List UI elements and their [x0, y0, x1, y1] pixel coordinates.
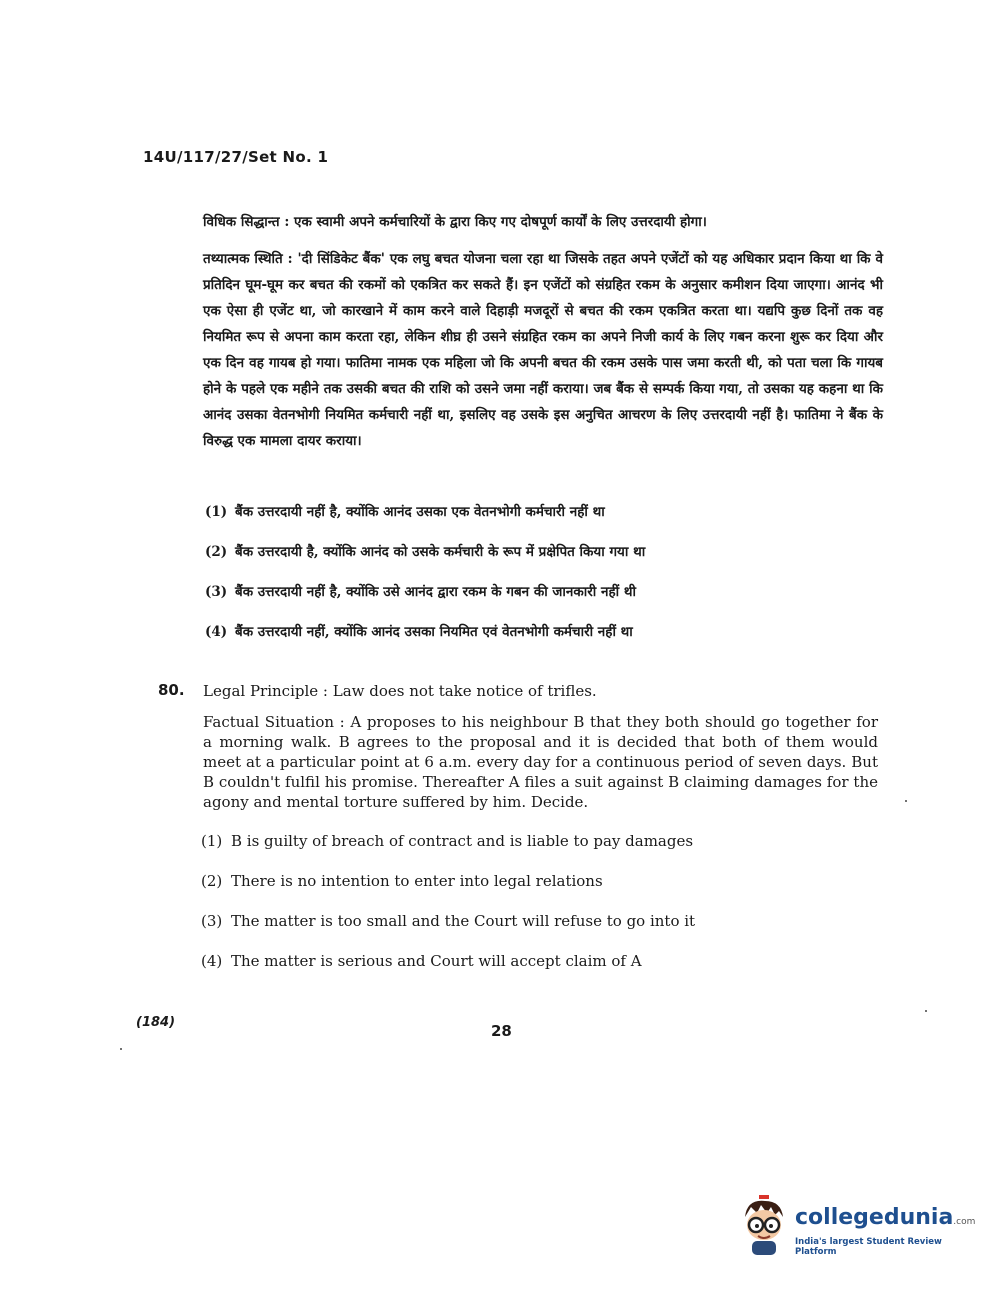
hindi-options-list	[205, 500, 845, 660]
hindi-option-2	[205, 540, 845, 580]
booklet-code: (184)	[136, 1015, 176, 1030]
option-number: (4)	[201, 952, 223, 970]
option-number: (1)	[205, 504, 228, 520]
option-text: The matter is too small and the Court will refuse to go into it	[231, 912, 696, 930]
option-text: बैंक उत्तरदायी है, क्योंकि आनंद को उसके कर्मचारी के रूप में प्रक्षेपित किया गया था	[235, 544, 646, 560]
hindi-factual-situation: तथ्यात्मक स्थिति : 'दी सिंडिकेट बैंक' एक लघु बचत योजना चला रहा था जिसके तहत अपने एजेंटों को यह अधिकार प्रदान किया था कि वे प्रतिदिन घूम-घूम कर बचत की रकमों को एकत्रित कर सकते हैं। इन एजेंटों को संग्रहित रकम के अनुसार कमीशन दिया जाएगा। आनंद भी एक ऐसा ही एजेंट था, जो कारखाने में काम करने वाले दिहाड़ी मजदूरों से बचत की रकम एकत्रित करता था। यद्यपि कुछ दिनों तक वह नियमित रूप से अपना काम करता रहा, लेकिन शीघ्र ही उसने संग्रहित रकम का अपने निजी कार्य के लिए गबन करना शुरू कर दिया और एक दिन वह गायब हो गया। फातिमा नामक एक महिला जो कि अपनी बचत की रकम उसके पास जमा करती थी, को पता चला कि गायब होने के पहले एक महीने तक उसकी बचत की राशि को उसने जमा नहीं कराया। जब बैंक से सम्पर्क किया गया, तो उसका यह कहना था कि आनंद उसका वेतनभोगी नियमित कर्मचारी नहीं था, इसलिए वह उसके इस अनुचित आचरण के लिए उत्तरदायी नहीं है। फातिमा ने बैंक के विरुद्ध एक मामला दायर कराया।	[203, 251, 883, 449]
mascot-logo-icon	[735, 1193, 793, 1257]
scan-speck	[925, 1010, 927, 1012]
option-text: बैंक उत्तरदायी नहीं है, क्योंकि आनंद उसका एक वेतनभोगी कर्मचारी नहीं था	[235, 504, 605, 520]
scan-speck	[120, 1048, 122, 1050]
option-text: The matter is serious and Court will accept claim of A	[231, 952, 642, 970]
watermark-brand	[795, 1205, 975, 1230]
option-number: (3)	[201, 912, 223, 930]
watermark-tagline: India's largest Student Review Platform	[795, 1237, 942, 1257]
option-number: (2)	[201, 872, 223, 890]
english-factual-situation: Factual Situation : A proposes to his neighbour B that they both should go together for a morning walk. B agrees to the proposal and it is decided that both of them would meet at a particular point at 6 a.m. every day for a continuous period of seven days. But B couldn't fulfil his promise. Thereafter A files a suit against B claiming damages for the agony and mental torture suffered by him. Decide.	[203, 713, 878, 811]
question-number: 80.	[158, 681, 185, 699]
option-text: There is no intention to enter into legal relations	[231, 872, 603, 890]
collegedunia-watermark	[735, 1193, 976, 1263]
hindi-question-block	[203, 212, 883, 454]
hindi-option-3	[205, 580, 845, 620]
english-option-1	[201, 830, 821, 870]
hindi-legal-principle: विधिक सिद्धान्त : एक स्वामी अपने कर्मचारियों के द्वारा किए गए दोषपूर्ण कार्यों के लिए उत्तरदायी होगा।	[203, 214, 707, 230]
scan-speck	[905, 800, 907, 802]
option-number: (1)	[201, 832, 223, 850]
paper-code-header: 14U/117/27/Set No. 1	[143, 148, 329, 166]
option-number: (3)	[205, 584, 228, 600]
option-number: (2)	[205, 544, 228, 560]
brand-suffix: .com	[953, 1217, 976, 1227]
option-number: (4)	[205, 624, 228, 640]
english-options-list	[201, 830, 821, 990]
hindi-option-1	[205, 500, 845, 540]
english-option-4	[201, 950, 821, 990]
english-question-block	[203, 680, 878, 812]
english-option-2	[201, 870, 821, 910]
page-number: 28	[491, 1022, 512, 1040]
english-legal-principle: Legal Principle : Law does not take notice of trifles.	[203, 682, 597, 700]
english-option-3	[201, 910, 821, 950]
brand-name: collegedunia	[795, 1205, 954, 1230]
hindi-option-4	[205, 620, 845, 660]
option-text: बैंक उत्तरदायी नहीं है, क्योंकि उसे आनंद द्वारा रकम के गबन की जानकारी नहीं थी	[235, 584, 636, 600]
option-text: B is guilty of breach of contract and is liable to pay damages	[231, 832, 694, 850]
option-text: बैंक उत्तरदायी नहीं, क्योंकि आनंद उसका नियमित एवं वेतनभोगी कर्मचारी नहीं था	[235, 624, 633, 640]
